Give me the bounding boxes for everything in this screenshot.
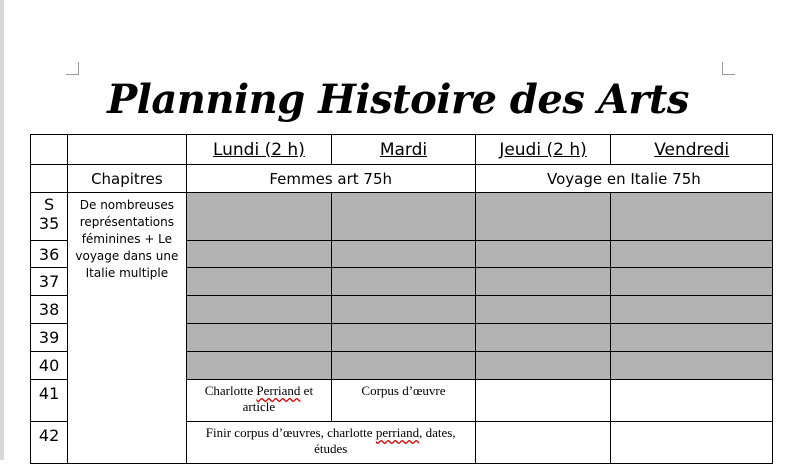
week-42-lundi-mardi-cell[interactable]: [186, 422, 475, 464]
week-35-cell[interactable]: [31, 193, 68, 241]
grey-cell[interactable]: [475, 268, 611, 296]
theme-voyage[interactable]: Voyage en Italie 75h: [475, 165, 772, 193]
week-prefix: S: [43, 195, 55, 214]
week-number[interactable]: 37: [31, 268, 68, 296]
header-jeudi[interactable]: Jeudi (2 h): [475, 135, 611, 165]
week-number: 35: [38, 214, 60, 233]
cell-text: et article: [242, 383, 314, 414]
table-row: [31, 193, 773, 241]
spellcheck-word: Perriand: [256, 383, 301, 398]
empty-cell[interactable]: [68, 135, 186, 165]
grey-cell[interactable]: [475, 241, 611, 268]
grey-cell[interactable]: [611, 193, 773, 241]
grey-cell[interactable]: [332, 268, 476, 296]
page-title: Planning Histoire des Arts: [107, 76, 689, 123]
grey-cell[interactable]: [611, 324, 773, 352]
grey-cell[interactable]: [611, 268, 773, 296]
header-chapitres[interactable]: Chapitres: [68, 165, 186, 193]
header-mardi[interactable]: Mardi: [332, 135, 476, 165]
grey-cell[interactable]: [332, 193, 476, 241]
planning-table: [30, 134, 773, 464]
grey-cell[interactable]: [475, 193, 611, 241]
grey-cell[interactable]: [611, 241, 773, 268]
week-number[interactable]: 39: [31, 324, 68, 352]
grey-cell[interactable]: [186, 193, 332, 241]
chapter-description[interactable]: De nombreuses représentations féminines + Le voyage dans une Italie multiple: [68, 193, 186, 464]
empty-cell[interactable]: [475, 422, 611, 464]
spellcheck-word: perriand: [375, 425, 420, 440]
grey-cell[interactable]: [475, 324, 611, 352]
empty-cell[interactable]: [475, 380, 611, 422]
empty-cell[interactable]: [611, 422, 773, 464]
grey-cell[interactable]: [475, 352, 611, 380]
grey-cell[interactable]: [611, 352, 773, 380]
week-number[interactable]: 36: [31, 241, 68, 268]
header-vendredi[interactable]: Vendredi: [611, 135, 773, 165]
cell-text: Charlotte: [204, 383, 257, 398]
week-number[interactable]: 42: [31, 422, 68, 464]
table-row-days: [31, 135, 773, 165]
grey-cell[interactable]: [332, 241, 476, 268]
grey-cell[interactable]: [332, 296, 476, 324]
grey-cell[interactable]: [186, 324, 332, 352]
grey-cell[interactable]: [186, 268, 332, 296]
cell-text: Finir corpus d’œuvres, charlotte: [205, 425, 376, 440]
empty-cell[interactable]: [611, 380, 773, 422]
grey-cell[interactable]: [332, 352, 476, 380]
theme-femmes[interactable]: Femmes art 75h: [186, 165, 475, 193]
grey-cell[interactable]: [475, 296, 611, 324]
week-41-mardi-cell[interactable]: Corpus d’œuvre: [332, 380, 476, 422]
header-lundi[interactable]: Lundi (2 h): [186, 135, 332, 165]
grey-cell[interactable]: [611, 296, 773, 324]
grey-cell[interactable]: [332, 324, 476, 352]
cell-text: , dates, études: [314, 425, 456, 456]
week-number[interactable]: 40: [31, 352, 68, 380]
grey-cell[interactable]: [186, 352, 332, 380]
empty-cell[interactable]: [31, 165, 68, 193]
grey-cell[interactable]: [186, 296, 332, 324]
table-row-themes: [31, 165, 773, 193]
week-number[interactable]: 41: [31, 380, 68, 422]
week-number[interactable]: 38: [31, 296, 68, 324]
week-41-lundi-cell[interactable]: [186, 380, 332, 422]
empty-cell[interactable]: [31, 135, 68, 165]
grey-cell[interactable]: [186, 241, 332, 268]
page-edge: [0, 0, 4, 460]
